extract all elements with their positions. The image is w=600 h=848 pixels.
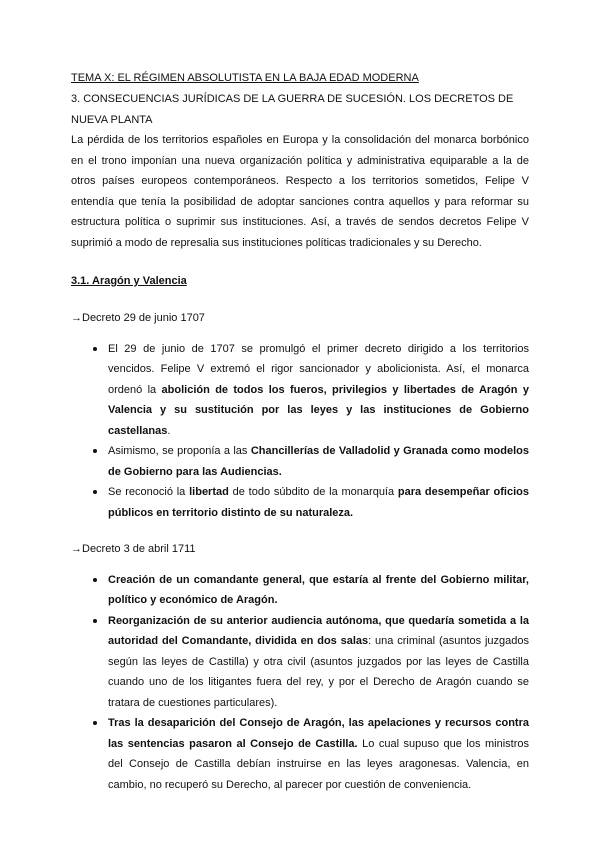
bold-text: Tras la desaparición del Consejo de Aragón, las apelaciones y recursos contra las sentencias pasaron al Consejo de Castilla. xyxy=(108,717,529,750)
section-heading: 3.1. Aragón y Valencia xyxy=(71,275,187,287)
bold-text: para desempeñar oficios públicos en territorio distinto de su naturaleza. xyxy=(108,486,529,519)
text: : una criminal (asuntos juzgados según las leyes de Castilla) y otra civil (asuntos juzgados por las leyes de Castilla cuando uno de los litigantes fuera del rey, y por el Derecho de Aragón cuando se tratara de cuestiones particulares). xyxy=(108,635,530,709)
text: Asimismo, se proponía a las xyxy=(108,445,251,457)
bold-text: Creación de un comandante general, que estaría al frente del Gobierno militar, político y económico de Aragón. xyxy=(108,573,529,606)
bold-text: Reorganización de su anterior audiencia autónoma, que quedaría sometida a la autoridad del Comandante, dividida en dos salas xyxy=(108,614,529,647)
bold-text: libertad xyxy=(189,486,229,498)
bold-text: Chancillerías de Valladolid y Granada como modelos de Gobierno para las Audiencias. xyxy=(108,445,530,478)
list-item xyxy=(108,570,529,611)
text: Se reconoció la xyxy=(108,486,190,498)
list-item xyxy=(108,339,529,442)
text: Lo cual supuso que los ministros del Consejo de Castilla debían instruirse en las leyes aragonesas. Valencia, en cambio, no recuperó su Derecho, al parecer por cuestión de conveniencia. xyxy=(108,737,529,791)
document-title: TEMA X: EL RÉGIMEN ABSOLUTISTA EN LA BAJA EDAD MODERNA xyxy=(71,72,419,84)
decree-1707-list xyxy=(71,339,529,524)
list-item xyxy=(108,713,529,795)
text: . xyxy=(167,424,171,437)
decree-1711-label: →Decreto 3 de abril 1711 xyxy=(71,543,196,555)
decree-1707-label: →Decreto 29 de junio 1707 xyxy=(71,312,205,324)
list-item xyxy=(108,441,529,482)
text: El 29 de junio de 1707 se promulgó el primer decreto dirigido a los territorios vencidos. Felipe V extremó el rigor sancionador y abolicionista. Así, el monarca ordenó la xyxy=(108,342,529,396)
decree-1711-list xyxy=(71,570,529,796)
list-item xyxy=(108,482,529,523)
bold-text: abolición de todos los fueros, privilegios y libertades de Aragón y Valencia y su sustitución por las leyes y las instituciones de Gobierno castellanas xyxy=(108,383,529,437)
document-page xyxy=(71,68,529,795)
text: de todo súbdito de la monarquía xyxy=(228,486,398,498)
intro-paragraph: La pérdida de los territorios españoles en Europa y la consolidación del monarca borbónico en el trono imponían una nueva organización política y administrativa equiparable a la de otros países europeos contemporáneos. Respecto a los territorios sometidos, Felipe V entendía que tenía la posibilidad de adoptar sanciones contra aquellos y para reformar su estructura política o suprimir sus instituciones. Así, a través de sendos decretos Felipe V suprimió a modo de represalia sus instituciones políticas tradicionales y su Derecho. xyxy=(71,134,529,249)
section-title: 3. CONSECUENCIAS JURÍDICAS DE LA GUERRA DE SUCESIÓN. LOS DECRETOS DE NUEVA PLANTA xyxy=(71,93,514,126)
list-item xyxy=(108,611,529,714)
